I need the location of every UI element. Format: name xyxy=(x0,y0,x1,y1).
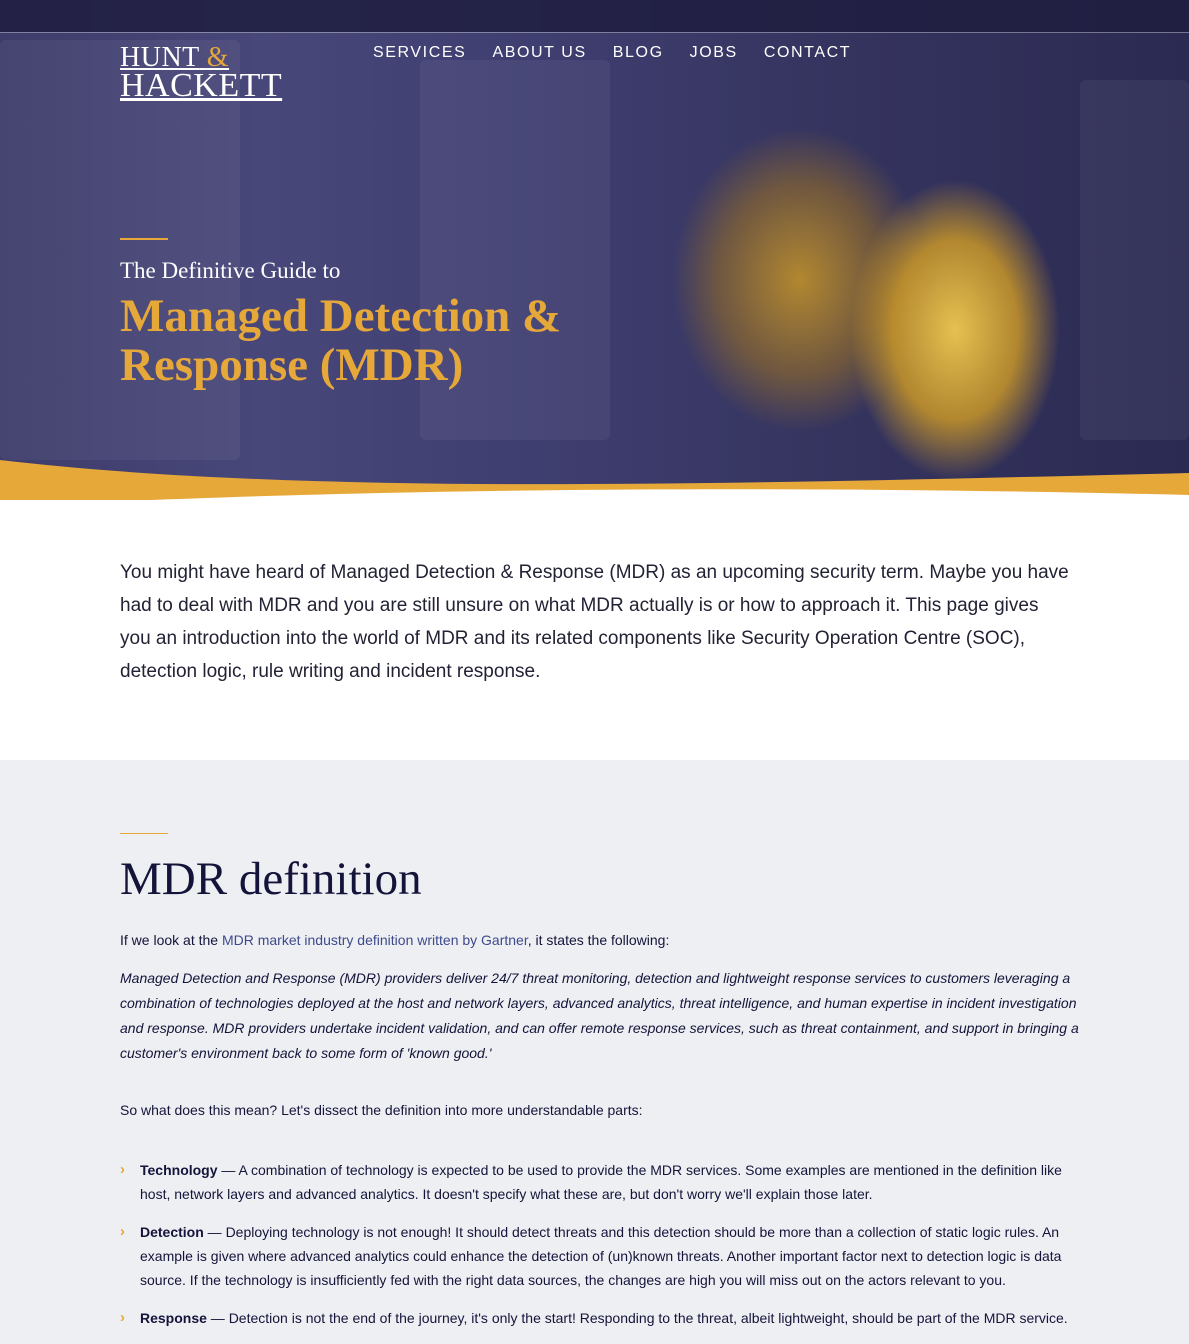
hero-top-divider xyxy=(0,32,1189,33)
gartner-quote: Managed Detection and Response (MDR) providers deliver 24/7 threat monitoring, detection and lightweight response services to customers leveraging a combination of technologies deployed at the host and network layers, advanced analytics, threat intelligence, and human expertise in incident investigation and response. MDR providers undertake incident validation, and can offer remote response services, such as threat containment, and support in bringing a customer's environment back to some form of 'known good.' xyxy=(120,970,1079,1061)
hero-kicker: The Definitive Guide to xyxy=(120,258,341,283)
nav-item-jobs[interactable]: JOBS xyxy=(689,44,738,61)
list-item-technology xyxy=(120,1158,1080,1206)
logo-word-hunt: HUNT xyxy=(120,42,200,73)
hero-title: Managed Detection & Response (MDR) xyxy=(120,290,562,391)
main-nav xyxy=(373,44,851,62)
logo-word-hackett: HACKETT xyxy=(120,67,283,104)
gartner-definition-link[interactable]: MDR market industry definition written by Gartner xyxy=(221,932,528,948)
hero-top-strip xyxy=(0,0,1189,32)
definition-title: MDR definition xyxy=(120,853,422,905)
definition-parts-list xyxy=(120,1158,1080,1344)
hero-accent-rule xyxy=(120,238,168,240)
chevron-right-icon: › xyxy=(120,1161,125,1178)
background-blur xyxy=(1080,80,1189,440)
intro-wave-divider xyxy=(0,736,1189,766)
list-text: — Detection is not the end of the journey, it's only the start! Responding to the threat, albeit lightweight, should be part of the MDR service. xyxy=(206,1310,1068,1326)
nav-item-blog[interactable]: BLOG xyxy=(612,44,664,61)
definition-lead xyxy=(120,932,669,948)
lead-text: If we look at the xyxy=(120,932,222,948)
list-item-response xyxy=(120,1306,1080,1330)
intro-section xyxy=(0,500,1189,760)
chevron-right-icon: › xyxy=(120,1309,125,1326)
nav-item-about-us[interactable]: ABOUT US xyxy=(492,44,587,61)
list-text: — Deploying technology is not enough! It should detect threats and this detection should be more than a collection of static logic rules. An example is given where advanced analytics could enhance the detection of (un)known threats. Another important factor next to detection logic is data source. If the technology is insufficiently fed with the right data sources, the changes are high you will miss out on the actors relevant to you. xyxy=(140,1224,1062,1288)
nav-item-contact[interactable]: CONTACT xyxy=(763,44,852,61)
dissect-intro: So what does this mean? Let's dissect the definition into more understandable parts: xyxy=(120,1102,643,1118)
brand-logo[interactable] xyxy=(120,42,283,104)
intro-paragraph: You might have heard of Managed Detection & Response (MDR) as an upcoming security term. Maybe you have had to deal with MDR and you are still unsure on what MDR actually is or how to approach it. This page gives you an introduction into the world of MDR and its related components like Security Operation Centre (SOC), detection logic, rule writing and incident response. xyxy=(120,562,1069,682)
list-term: Technology xyxy=(140,1162,218,1178)
logo-ampersand: & xyxy=(206,42,230,73)
list-term: Response xyxy=(140,1310,207,1326)
lead-text: , it states the following: xyxy=(527,932,670,948)
list-text: — A combination of technology is expected to be used to provide the MDR services. Some examples are mentioned in the definition like host, network layers and advanced analytics. It doesn't specify what these are, but don't worry we'll explain those later. xyxy=(140,1162,1062,1202)
chevron-right-icon: › xyxy=(120,1223,125,1240)
hero-banner xyxy=(0,0,1189,510)
nav-item-services[interactable]: SERVICES xyxy=(373,44,467,61)
list-item-detection xyxy=(120,1220,1080,1292)
definition-accent-rule xyxy=(120,833,168,834)
list-term: Detection xyxy=(140,1224,204,1240)
